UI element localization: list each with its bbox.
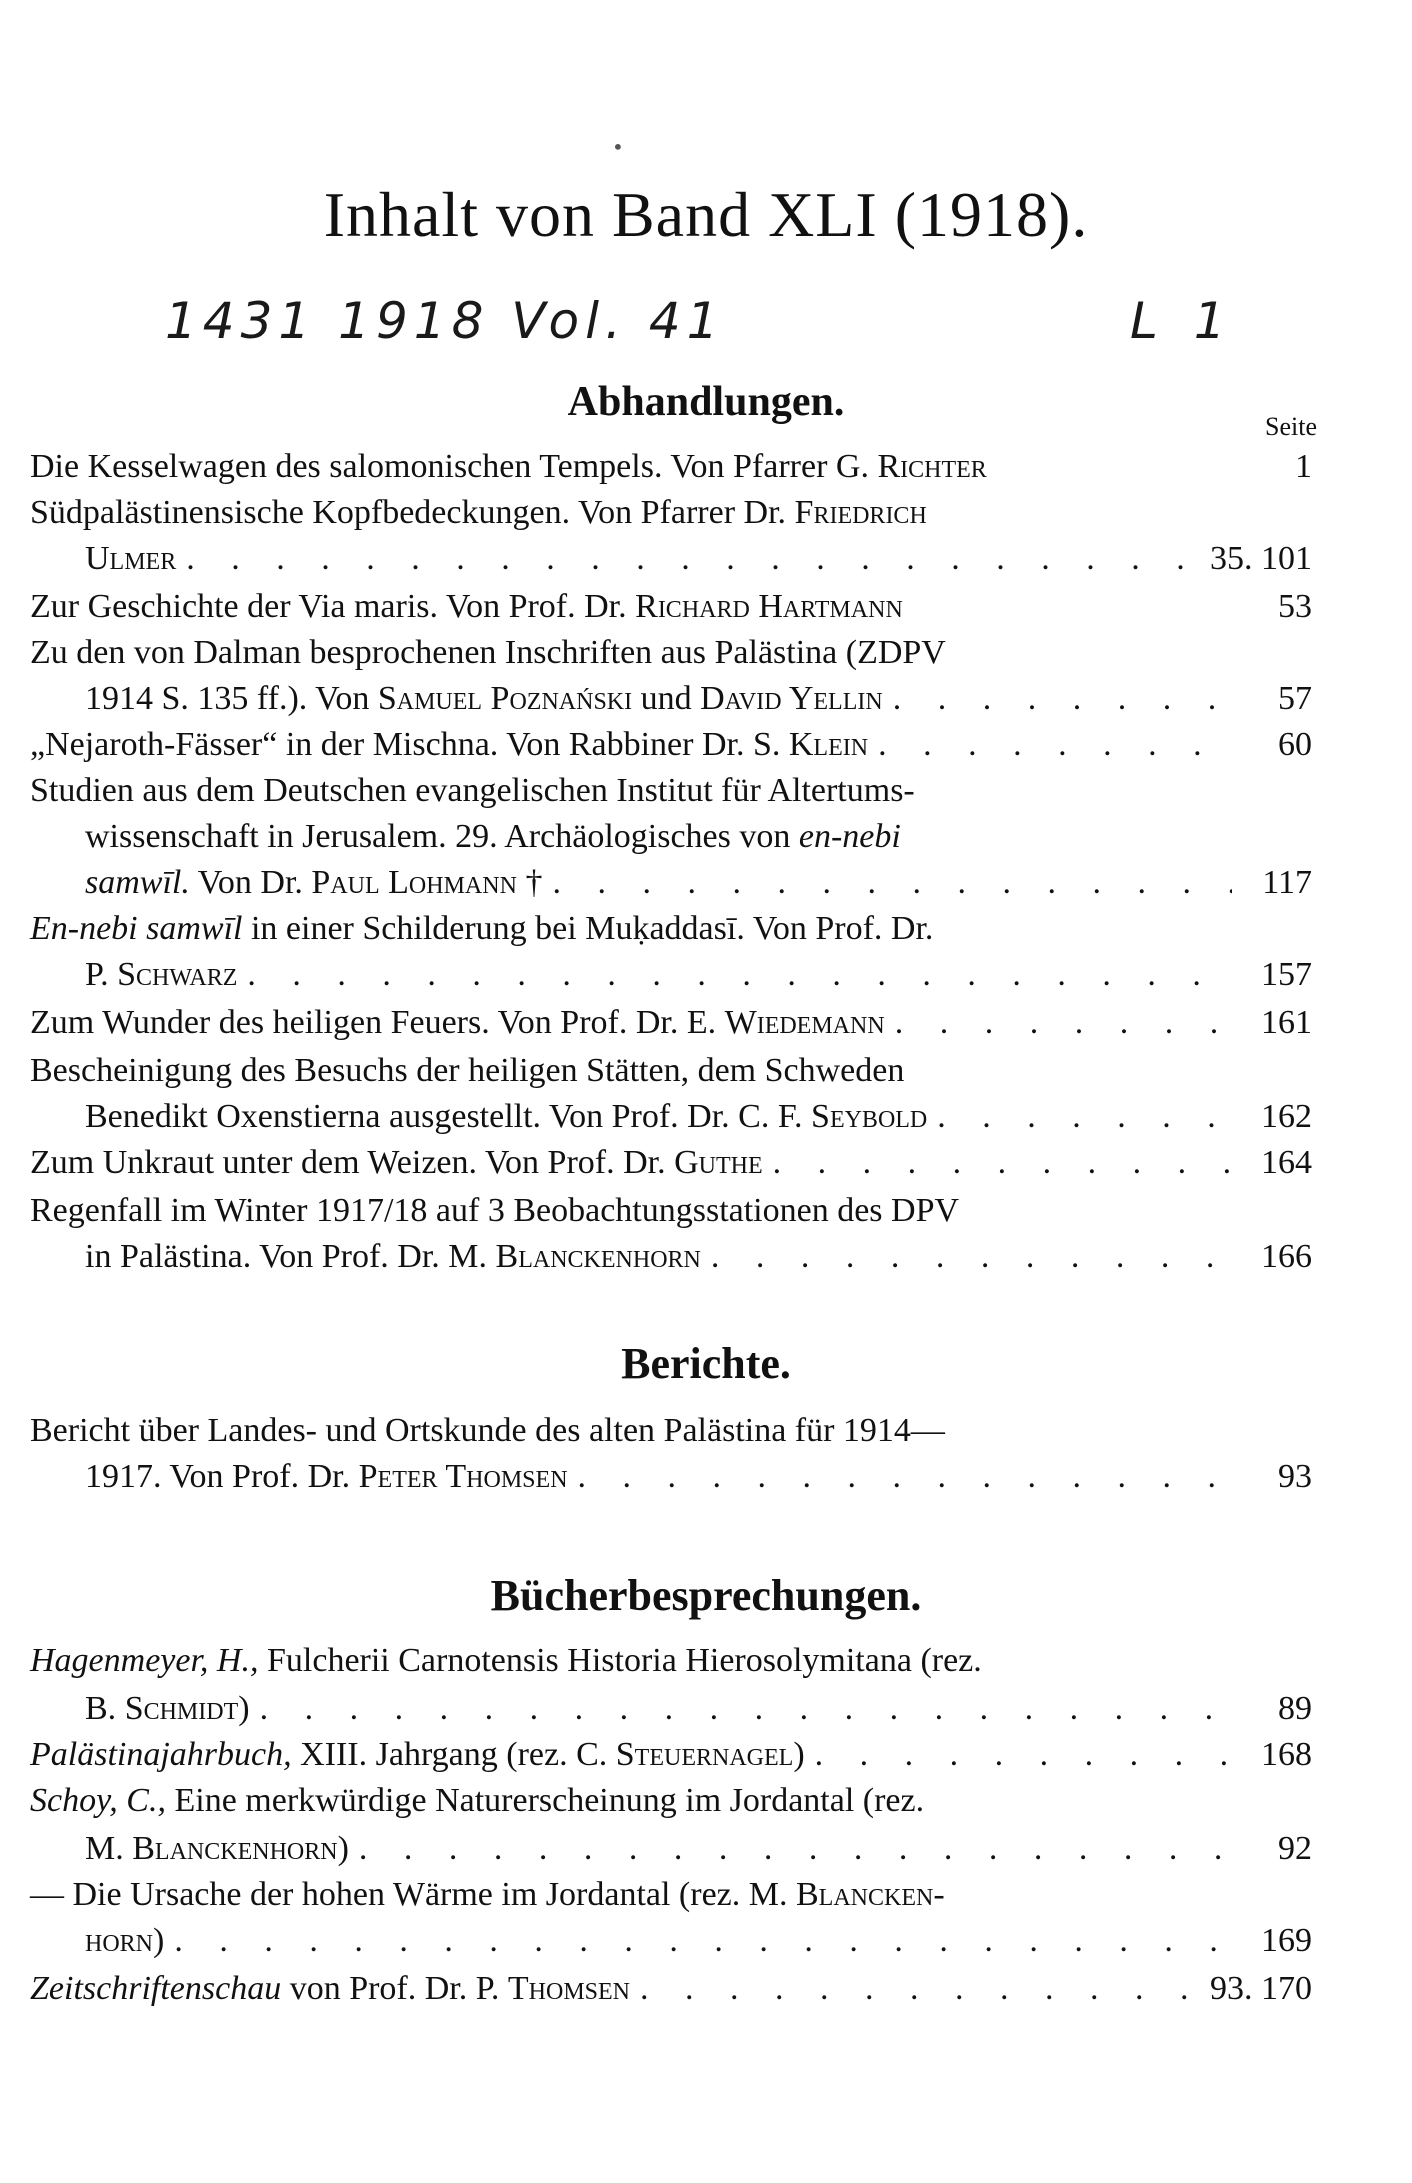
page-number: 117 [1262, 864, 1312, 901]
dot-leader [359, 1830, 1232, 1868]
dot-leader [878, 726, 1232, 764]
page-number: 53 [1278, 588, 1312, 625]
toc-entry-continuation: M. Blanckenhorn ) . . . 92 [85, 1830, 1312, 1876]
section-heading-berichte: Berichte. [621, 1339, 791, 1388]
toc-entry-continuation: wissenschaft in Jerusalem. 29. Archäologisches von en-nebi [85, 818, 901, 855]
toc-entry-continuation: in Palästina. Von Prof. Dr. M. Blanckenhorn . . . 166 [85, 1238, 1312, 1284]
toc-entry: „Nejaroth-Fässer“ in der Mischna. Von Rabbiner Dr. S. Klein . . . 60 [30, 726, 1312, 772]
page-number: 168 [1261, 1736, 1312, 1773]
page-number: 166 [1261, 1238, 1312, 1275]
page-number: 164 [1261, 1144, 1312, 1181]
page-number: 35. 101 [1210, 540, 1312, 577]
handwritten-catalog-note: 1431 1918 Vol. 41 [165, 292, 725, 350]
toc-entry-continuation: B. Schmidt ) . . . 89 [85, 1690, 1312, 1736]
section-heading-buecherbesprechungen: Bücherbesprechungen. [490, 1571, 922, 1620]
toc-entry: Bescheinigung des Besuchs der heiligen Stätten, dem Schweden [30, 1052, 905, 1089]
toc-entry-continuation: horn ) . . . 169 [85, 1922, 1312, 1968]
toc-entry: Zeitschriftenschau von Prof. Dr. P. Thomsen . . . 93. 170 [30, 1970, 1312, 2016]
dot-leader [247, 956, 1232, 994]
dot-leader [893, 680, 1232, 718]
toc-entry: Zum Wunder des heiligen Feuers. Von Prof. Dr. E. Wiedemann . . . 161 [30, 1004, 1312, 1050]
page-number: 60 [1278, 726, 1312, 763]
toc-entry: Hagenmeyer, H., Fulcherii Carnotensis Historia Hierosolymitana (rez. [30, 1642, 982, 1679]
page-number: 161 [1261, 1004, 1312, 1041]
toc-entry: Palästinajahrbuch, XIII. Jahrgang (rez. C. Steuernagel ) . . . 168 [30, 1736, 1312, 1782]
toc-entry: Bericht über Landes- und Ortskunde des alten Palästina für 1914— [30, 1412, 945, 1449]
toc-entry: Schoy, C., Eine merkwürdige Naturerscheinung im Jordantal (rez. [30, 1782, 925, 1819]
page-number: 93 [1278, 1458, 1312, 1495]
page-number: 57 [1278, 680, 1312, 717]
page-number: 169 [1261, 1922, 1312, 1959]
toc-entry: — Die Ursache der hohen Wärme im Jordantal (rez. M. Blancken- [30, 1876, 945, 1913]
dot-leader [260, 1690, 1232, 1728]
dot-leader [895, 1004, 1232, 1042]
dot-leader [186, 540, 1200, 578]
toc-entry: Zur Geschichte der Via maris. Von Prof. Dr. Richard Hartmann 53 [30, 588, 1312, 625]
toc-entry: Regenfall im Winter 1917/18 auf 3 Beobachtungsstationen des DPV [30, 1192, 960, 1229]
page-number: 1 [1295, 448, 1312, 485]
toc-entry: Studien aus dem Deutschen evangelischen Institut für Altertums- [30, 772, 915, 809]
dot-leader [174, 1922, 1232, 1960]
toc-entry: Zu den von Dalman besprochenen Inschriften aus Palästina (ZDPV [30, 634, 946, 671]
toc-entry-continuation: samwīl. Von Dr. Paul Lohmann † . . . 117 [85, 864, 1312, 910]
toc-entry-continuation: 1917. Von Prof. Dr. Peter Thomsen . . . 93 [85, 1458, 1312, 1504]
handwritten-shelf-mark: L 1 [1130, 292, 1236, 350]
section-heading-abhandlungen: Abhandlungen. [567, 379, 845, 425]
dot-leader [578, 1458, 1232, 1496]
dot-leader [815, 1736, 1232, 1774]
toc-entry-continuation: P. Schwarz . . . 157 [85, 956, 1312, 1002]
toc-entry: En-nebi samwīl in einer Schilderung bei Muḳaddasī. Von Prof. Dr. [30, 910, 934, 947]
dot-leader [711, 1238, 1232, 1276]
page-number: 89 [1278, 1690, 1312, 1727]
page-number: 162 [1261, 1098, 1312, 1135]
toc-entry-continuation: Ulmer . . . 35. 101 [85, 540, 1312, 586]
dot-leader [552, 864, 1232, 902]
toc-entry: Zum Unkraut unter dem Weizen. Von Prof. Dr. Guthe . . . 164 [30, 1144, 1312, 1190]
dot-leader [640, 1970, 1200, 2008]
toc-entry: Die Kesselwagen des salomonischen Tempels. Von Pfarrer G. Richter 1 [30, 448, 1312, 485]
page-title: Inhalt von Band XLI (1918). [323, 179, 1089, 250]
dot-leader [937, 1098, 1232, 1136]
page-number: 93. 170 [1210, 1970, 1312, 2007]
toc-entry-continuation: 1914 S. 135 ff.). Von Samuel Poznański und David Yellin . . . 57 [85, 680, 1312, 726]
page-number: 92 [1278, 1830, 1312, 1867]
dot-leader [773, 1144, 1232, 1182]
speck-mark: • [612, 135, 624, 159]
seite-column-label: Seite [1265, 412, 1317, 441]
toc-entry-continuation: Benedikt Oxenstierna ausgestellt. Von Prof. Dr. C. F. Seybold . . . 162 [85, 1098, 1312, 1144]
toc-entry: Südpalästinensische Kopfbedeckungen. Von Pfarrer Dr. Friedrich [30, 494, 927, 531]
page-number: 157 [1261, 956, 1312, 993]
